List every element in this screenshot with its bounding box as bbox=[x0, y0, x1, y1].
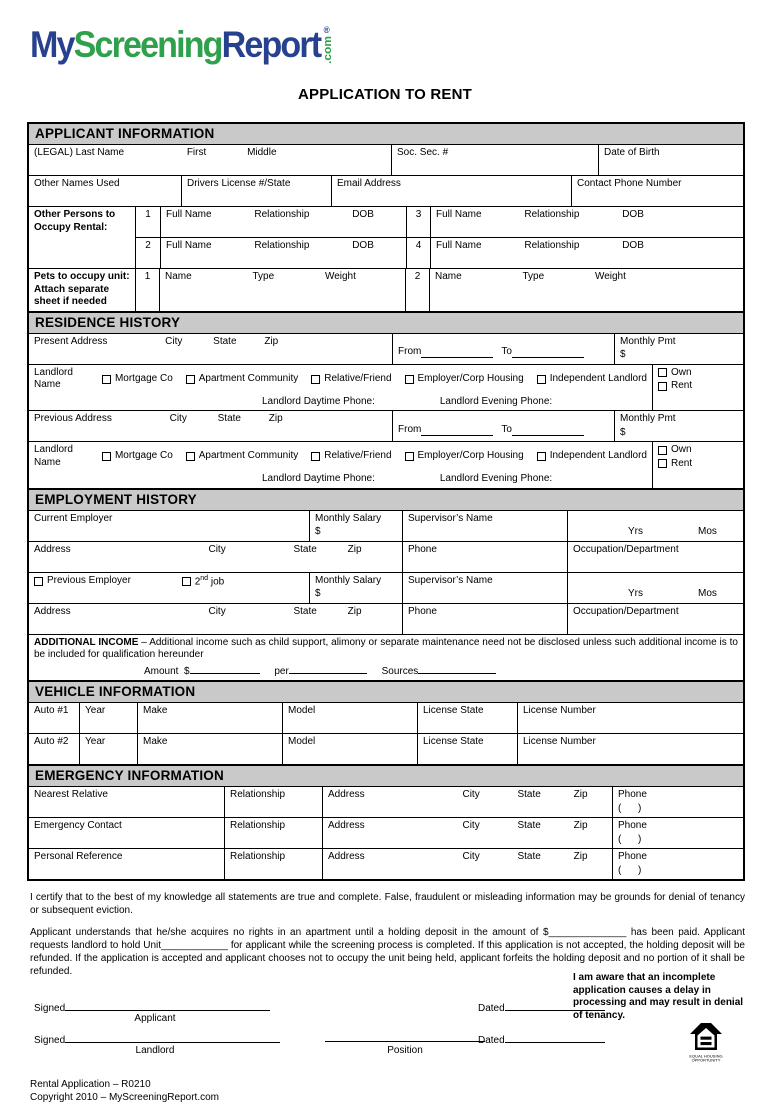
document-footer bbox=[30, 1078, 770, 1104]
other-names-label: Other Names Used bbox=[34, 178, 120, 190]
license-state-label: License State bbox=[423, 705, 484, 717]
dob-label: DOB bbox=[622, 240, 644, 252]
supervisor-name-label: Supervisor’s Name bbox=[408, 574, 493, 586]
phone-area-code-parens: ( ) bbox=[618, 802, 642, 814]
field-occupant-1[interactable] bbox=[160, 207, 406, 237]
dob-label: DOB bbox=[622, 209, 644, 221]
middle-name-label: Middle bbox=[247, 147, 277, 159]
relationship-label: Relationship bbox=[254, 209, 310, 221]
field-contact-address[interactable] bbox=[322, 818, 612, 848]
field-relative-phone[interactable] bbox=[612, 787, 743, 817]
auto2-label: Auto #2 bbox=[34, 736, 69, 748]
drivers-license-label: Drivers License #/State bbox=[187, 178, 291, 190]
checkbox-relative-friend[interactable] bbox=[311, 452, 320, 461]
checkbox-independent-landlord[interactable] bbox=[537, 452, 546, 461]
field-previous-employer-phone[interactable] bbox=[402, 604, 567, 634]
relationship-label: Relationship bbox=[230, 851, 286, 863]
to-label: To bbox=[501, 423, 512, 435]
checkbox-own[interactable] bbox=[658, 368, 667, 377]
field-supervisor-name[interactable] bbox=[402, 511, 567, 541]
pet-weight-label: Weight bbox=[594, 271, 626, 283]
phone-area-code-parens: ( ) bbox=[618, 864, 642, 876]
field-present-landlord[interactable] bbox=[29, 365, 652, 411]
field-residence-dates-previous[interactable] bbox=[392, 411, 614, 441]
field-relationship[interactable] bbox=[224, 818, 322, 848]
occupation-label: Occupation/Department bbox=[573, 605, 679, 617]
field-pet-2[interactable] bbox=[429, 269, 743, 311]
field-auto1-year[interactable] bbox=[79, 703, 137, 733]
position-caption: Position bbox=[387, 1045, 423, 1057]
year-label: Year bbox=[85, 736, 106, 748]
checkbox-previous-employer[interactable] bbox=[34, 577, 43, 586]
occupant-row-2-4 bbox=[136, 237, 743, 268]
field-previous-employer[interactable] bbox=[29, 573, 309, 603]
applicant-name-row bbox=[29, 145, 743, 175]
auto2-row bbox=[29, 733, 743, 764]
section-residence-history bbox=[29, 311, 743, 488]
footer-form-number: Rental Application – R0210 bbox=[30, 1079, 151, 1091]
apartment-community-label: Apartment Community bbox=[198, 372, 299, 384]
checkbox-mortgage-co[interactable] bbox=[102, 375, 111, 384]
field-own-rent[interactable] bbox=[652, 365, 743, 411]
signed-label: Signed bbox=[34, 1035, 66, 1047]
pet-type-label: Type bbox=[522, 271, 545, 283]
monthly-pmt-label: Monthly Pmt bbox=[620, 335, 676, 347]
state-label: State bbox=[293, 543, 317, 555]
applicant-date-line[interactable] bbox=[505, 1000, 605, 1011]
relationship-label: Relationship bbox=[230, 789, 286, 801]
checkbox-apartment-community[interactable] bbox=[186, 375, 195, 384]
nearest-relative-row bbox=[29, 787, 743, 817]
field-auto2-license-number[interactable] bbox=[517, 734, 743, 764]
landlord-name-label: Landlord Name bbox=[34, 366, 73, 391]
supervisor-name-label: Supervisor’s Name bbox=[408, 512, 493, 524]
company-logo bbox=[30, 26, 711, 64]
full-name-label: Full Name bbox=[436, 209, 482, 221]
previous-employer-address-row bbox=[29, 603, 743, 634]
position-line[interactable] bbox=[325, 1041, 485, 1042]
field-employer-address[interactable] bbox=[29, 542, 402, 572]
signature-area bbox=[30, 972, 745, 1074]
field-date-of-birth[interactable] bbox=[598, 145, 743, 175]
current-employer-row bbox=[29, 511, 743, 541]
field-contact-phone[interactable] bbox=[571, 176, 743, 206]
page-title: APPLICATION TO RENT bbox=[297, 86, 473, 104]
monthly-salary-label: Monthly Salary bbox=[315, 574, 382, 586]
model-label: Model bbox=[288, 736, 316, 748]
field-previous-employer-address[interactable] bbox=[29, 604, 402, 634]
section-emergency-information bbox=[29, 764, 743, 879]
field-occupation[interactable] bbox=[567, 542, 743, 572]
field-monthly-salary-previous[interactable] bbox=[309, 573, 402, 603]
field-occupant-4[interactable] bbox=[430, 238, 743, 268]
field-reference-address[interactable] bbox=[322, 849, 612, 879]
current-employer-address-row bbox=[29, 541, 743, 572]
own-label: Own bbox=[671, 366, 692, 378]
equal-housing-house-icon bbox=[690, 1022, 722, 1052]
landlord-evening-phone-label: Landlord Evening Phone: bbox=[439, 473, 553, 485]
second-job-label: 2nd job bbox=[194, 574, 225, 587]
field-monthly-pmt[interactable] bbox=[614, 334, 743, 364]
present-address-row bbox=[29, 334, 743, 364]
full-name-label: Full Name bbox=[166, 240, 212, 252]
occupant-number-3: 3 bbox=[406, 207, 430, 237]
previous-address-label: Previous Address bbox=[34, 413, 112, 425]
dob-label: Date of Birth bbox=[604, 147, 660, 159]
per-label: per bbox=[274, 665, 289, 677]
pet-weight-label: Weight bbox=[324, 271, 356, 283]
license-number-label: License Number bbox=[523, 705, 596, 717]
logo-my: My bbox=[30, 24, 74, 65]
field-relationship[interactable] bbox=[224, 849, 322, 879]
dob-label: DOB bbox=[352, 209, 374, 221]
field-supervisor-name-previous[interactable] bbox=[402, 573, 567, 603]
phone-label: Phone bbox=[618, 820, 647, 832]
checkbox-employer-corp-housing[interactable] bbox=[405, 452, 414, 461]
checkbox-independent-landlord[interactable] bbox=[537, 375, 546, 384]
first-name-label: First bbox=[186, 147, 207, 159]
rent-label: Rent bbox=[671, 380, 693, 392]
nearest-relative-label: Nearest Relative bbox=[34, 789, 108, 801]
field-auto2-make[interactable] bbox=[137, 734, 282, 764]
landlord-name-label: Landlord Name bbox=[34, 444, 73, 468]
field-drivers-license[interactable] bbox=[181, 176, 331, 206]
city-label: City bbox=[208, 605, 226, 617]
sources-blank[interactable] bbox=[418, 663, 496, 674]
checkbox-rent[interactable] bbox=[658, 459, 667, 468]
address-label: Address bbox=[328, 851, 365, 863]
pets-row bbox=[29, 268, 743, 311]
checkbox-own[interactable] bbox=[658, 446, 667, 455]
field-occupant-2[interactable] bbox=[160, 238, 406, 268]
field-how-long[interactable] bbox=[567, 511, 743, 541]
state-label: State bbox=[293, 605, 317, 617]
emergency-contact-row bbox=[29, 817, 743, 848]
additional-income-row bbox=[29, 634, 743, 681]
field-monthly-pmt-previous[interactable] bbox=[614, 411, 743, 441]
dated-label: Dated bbox=[478, 1003, 505, 1015]
dated-label: Dated bbox=[478, 1035, 505, 1047]
phone-label: Phone bbox=[408, 543, 437, 555]
holding-deposit-paragraph: Applicant understands that he/she acquires no rights in an apartment until a holding deposit in the amount of $______________ has been paid. Applicant requests landlord to hold Unit____________ for applicant while the screening process is completed. If this application is not accepted, the holding deposit will be refunded. If the application is accepted and applicant chooses not to occupy the unit being held, applicant forfeits the holding deposit and no portion of it shall be refunded. bbox=[30, 927, 745, 978]
field-pet-1[interactable] bbox=[159, 269, 405, 311]
auto1-label: Auto #1 bbox=[34, 705, 69, 717]
auto1-row bbox=[29, 703, 743, 733]
to-blank[interactable] bbox=[512, 347, 584, 358]
field-auto2-model[interactable] bbox=[282, 734, 417, 764]
monthly-pmt-label: Monthly Pmt bbox=[620, 413, 676, 425]
personal-reference-label: Personal Reference bbox=[34, 851, 123, 863]
field-emergency-contact[interactable] bbox=[29, 818, 224, 848]
field-previous-address[interactable] bbox=[29, 411, 392, 441]
address-label: Address bbox=[34, 543, 71, 555]
legal-text-block bbox=[30, 891, 745, 978]
field-current-employer[interactable] bbox=[29, 511, 309, 541]
from-label: From bbox=[398, 423, 422, 435]
state-label: State bbox=[517, 820, 541, 832]
section-header-residence: RESIDENCE HISTORY bbox=[29, 311, 743, 334]
landlord-evening-phone-label: Landlord Evening Phone: bbox=[439, 395, 553, 407]
make-label: Make bbox=[143, 736, 168, 748]
additional-income-text: – Additional income such as child support, alimony or separate maintenance need not be disclosed unless such additional income is to be included for qualification hereunder bbox=[34, 636, 738, 661]
independent-landlord-label: Independent Landlord bbox=[549, 450, 647, 462]
pet-type-label: Type bbox=[252, 271, 275, 283]
employer-corp-housing-label: Employer/Corp Housing bbox=[417, 450, 524, 462]
pet-name-label: Name bbox=[165, 271, 192, 283]
independent-landlord-label: Independent Landlord bbox=[549, 372, 647, 384]
from-blank[interactable] bbox=[421, 347, 493, 358]
address-label: Address bbox=[34, 605, 71, 617]
section-header-employment: EMPLOYMENT HISTORY bbox=[29, 488, 743, 511]
field-monthly-salary[interactable] bbox=[309, 511, 402, 541]
phone-area-code-parens: ( ) bbox=[618, 833, 642, 845]
field-relationship[interactable] bbox=[224, 787, 322, 817]
mortgage-co-label: Mortgage Co bbox=[114, 450, 173, 462]
occupant-row-1-3 bbox=[136, 207, 743, 237]
field-other-names[interactable] bbox=[29, 176, 181, 206]
landlord-daytime-phone-label: Landlord Daytime Phone: bbox=[262, 473, 375, 485]
mos-label: Mos bbox=[698, 588, 717, 600]
personal-reference-row bbox=[29, 848, 743, 879]
landlord-caption: Landlord bbox=[135, 1045, 175, 1057]
logo-screening: Screening bbox=[73, 24, 222, 65]
checkbox-mortgage-co[interactable] bbox=[102, 452, 111, 461]
landlord-daytime-phone-label: Landlord Daytime Phone: bbox=[262, 395, 375, 407]
license-state-label: License State bbox=[423, 736, 484, 748]
field-auto2-year[interactable] bbox=[79, 734, 137, 764]
relative-friend-label: Relative/Friend bbox=[324, 450, 392, 462]
rent-label: Rent bbox=[671, 457, 693, 469]
equal-housing-logo bbox=[685, 1022, 727, 1066]
section-vehicle-information bbox=[29, 680, 743, 764]
city-label: City bbox=[462, 851, 480, 863]
field-personal-reference[interactable] bbox=[29, 849, 224, 879]
dollar-sign: $ bbox=[620, 349, 626, 361]
pet-number-1: 1 bbox=[135, 269, 159, 311]
yrs-label: Yrs bbox=[628, 526, 643, 538]
dollar-sign: $ bbox=[315, 526, 321, 538]
field-own-rent-previous[interactable] bbox=[652, 442, 743, 488]
occupant-number-1: 1 bbox=[145, 209, 151, 221]
dollar-sign: $ bbox=[315, 588, 321, 600]
field-additional-income[interactable] bbox=[29, 635, 743, 681]
mortgage-co-label: Mortgage Co bbox=[114, 372, 173, 384]
field-relative-address[interactable] bbox=[322, 787, 612, 817]
field-present-address[interactable] bbox=[29, 334, 392, 364]
phone-label: Phone bbox=[618, 789, 647, 801]
occupation-label: Occupation/Department bbox=[573, 543, 679, 555]
phone-label: Phone bbox=[408, 605, 437, 617]
address-label: Address bbox=[328, 789, 365, 801]
from-label: From bbox=[398, 346, 422, 358]
relationship-label: Relationship bbox=[524, 240, 580, 252]
equal-housing-caption: EQUAL HOUSING OPPORTUNITY bbox=[689, 1054, 723, 1064]
field-contact-phone[interactable] bbox=[612, 818, 743, 848]
landlord-date-line[interactable] bbox=[505, 1032, 605, 1043]
zip-label: Zip bbox=[347, 605, 362, 617]
logo-report: Report bbox=[221, 24, 321, 65]
phone-label: Phone bbox=[618, 851, 647, 863]
full-name-label: Full Name bbox=[436, 240, 482, 252]
landlord-signature-line[interactable] bbox=[65, 1032, 280, 1043]
field-occupation-previous[interactable] bbox=[567, 604, 743, 634]
to-blank[interactable] bbox=[512, 425, 584, 436]
checkbox-rent[interactable] bbox=[658, 382, 667, 391]
state-label: State bbox=[213, 335, 237, 347]
amount-label: Amount $ bbox=[144, 665, 190, 677]
checkbox-relative-friend[interactable] bbox=[311, 375, 320, 384]
zip-label: Zip bbox=[347, 543, 362, 555]
employer-corp-housing-label: Employer/Corp Housing bbox=[417, 372, 524, 384]
ssn-label: Soc. Sec. # bbox=[397, 147, 449, 159]
incomplete-application-warning: I am aware that an incomplete application causes a delay in processing and may result in denial of tenancy. bbox=[573, 972, 744, 1021]
city-label: City bbox=[208, 543, 226, 555]
previous-landlord-row bbox=[29, 441, 743, 488]
yrs-label: Yrs bbox=[628, 588, 643, 600]
own-label: Own bbox=[671, 444, 692, 456]
zip-label: Zip bbox=[573, 789, 588, 801]
make-label: Make bbox=[143, 705, 168, 717]
year-label: Year bbox=[85, 705, 106, 717]
field-occupant-3[interactable] bbox=[430, 207, 743, 237]
footer-copyright: Copyright 2010 – MyScreeningReport.com bbox=[30, 1092, 219, 1104]
field-auto1-license-number[interactable] bbox=[517, 703, 743, 733]
current-employer-label: Current Employer bbox=[34, 512, 113, 524]
field-auto1-license-state[interactable] bbox=[417, 703, 517, 733]
per-blank[interactable] bbox=[289, 663, 367, 674]
previous-address-row bbox=[29, 410, 743, 441]
dollar-sign: $ bbox=[620, 426, 626, 438]
zip-label: Zip bbox=[264, 335, 279, 347]
relative-friend-label: Relative/Friend bbox=[324, 372, 392, 384]
field-previous-landlord[interactable] bbox=[29, 442, 652, 488]
logo-com: .com bbox=[320, 36, 334, 65]
monthly-salary-label: Monthly Salary bbox=[315, 512, 382, 524]
field-auto2-license-state[interactable] bbox=[417, 734, 517, 764]
sources-label: Sources bbox=[381, 665, 419, 677]
city-label: City bbox=[462, 789, 480, 801]
applicant-caption: Applicant bbox=[134, 1013, 176, 1025]
signed-label: Signed bbox=[34, 1003, 66, 1015]
section-applicant-information bbox=[29, 124, 743, 311]
license-number-label: License Number bbox=[523, 736, 596, 748]
zip-label: Zip bbox=[268, 413, 283, 425]
other-occupants-block bbox=[29, 206, 743, 268]
occupants-label: Other Persons to Occupy Rental: bbox=[34, 209, 116, 233]
model-label: Model bbox=[288, 705, 316, 717]
state-label: State bbox=[517, 851, 541, 863]
field-ssn[interactable] bbox=[391, 145, 598, 175]
field-auto1-model[interactable] bbox=[282, 703, 417, 733]
email-label: Email Address bbox=[337, 178, 401, 190]
zip-label: Zip bbox=[573, 820, 588, 832]
previous-employer-row bbox=[29, 572, 743, 603]
pets-label: Pets to occupy unit: Attach separate sheet if needed bbox=[34, 271, 130, 308]
section-header-vehicle: VEHICLE INFORMATION bbox=[29, 680, 743, 703]
full-name-label: Full Name bbox=[166, 209, 212, 221]
city-label: City bbox=[165, 335, 183, 347]
applicant-contact-row bbox=[29, 175, 743, 206]
checkbox-second-job[interactable] bbox=[182, 577, 191, 586]
contact-phone-label: Contact Phone Number bbox=[577, 178, 682, 190]
present-landlord-row bbox=[29, 364, 743, 411]
section-employment-history bbox=[29, 488, 743, 681]
present-address-label: Present Address bbox=[34, 335, 108, 347]
pet-number-2: 2 bbox=[405, 269, 429, 311]
registered-trademark-icon: ® bbox=[323, 25, 330, 35]
from-blank[interactable] bbox=[421, 425, 493, 436]
relationship-label: Relationship bbox=[254, 240, 310, 252]
to-label: To bbox=[501, 346, 512, 358]
mos-label: Mos bbox=[698, 526, 717, 538]
field-email[interactable] bbox=[331, 176, 571, 206]
occupant-number-4: 4 bbox=[406, 238, 430, 268]
state-label: State bbox=[217, 413, 241, 425]
application-form bbox=[27, 122, 745, 881]
additional-income-title: ADDITIONAL INCOME bbox=[34, 636, 139, 648]
field-auto1-make[interactable] bbox=[137, 703, 282, 733]
applicant-signature-line[interactable] bbox=[65, 1000, 270, 1011]
occupant-number-2: 2 bbox=[145, 240, 151, 252]
field-nearest-relative[interactable] bbox=[29, 787, 224, 817]
emergency-contact-label: Emergency Contact bbox=[34, 820, 122, 832]
logo-com-block bbox=[321, 26, 332, 64]
relationship-label: Relationship bbox=[524, 209, 580, 221]
field-how-long-previous[interactable] bbox=[567, 573, 743, 603]
amount-blank[interactable] bbox=[190, 663, 260, 674]
relationship-label: Relationship bbox=[230, 820, 286, 832]
legal-last-name-label: (LEGAL) Last Name bbox=[34, 147, 125, 159]
field-employer-phone[interactable] bbox=[402, 542, 567, 572]
previous-employer-label: Previous Employer bbox=[47, 575, 131, 587]
checkbox-employer-corp-housing[interactable] bbox=[405, 375, 414, 384]
field-reference-phone[interactable] bbox=[612, 849, 743, 879]
apartment-community-label: Apartment Community bbox=[198, 450, 299, 462]
certify-paragraph: I certify that to the best of my knowledge all statements are true and complete. False, fraudulent or misleading information may be grounds for denial of tenancy or subsequent eviction. bbox=[30, 892, 745, 917]
pet-name-label: Name bbox=[435, 271, 462, 283]
zip-label: Zip bbox=[573, 851, 588, 863]
field-legal-name[interactable] bbox=[29, 145, 391, 175]
section-header-applicant: APPLICANT INFORMATION bbox=[29, 124, 743, 145]
city-label: City bbox=[462, 820, 480, 832]
state-label: State bbox=[517, 789, 541, 801]
section-header-emergency: EMERGENCY INFORMATION bbox=[29, 764, 743, 787]
city-label: City bbox=[169, 413, 187, 425]
field-residence-dates[interactable] bbox=[392, 334, 614, 364]
checkbox-apartment-community[interactable] bbox=[186, 452, 195, 461]
address-label: Address bbox=[328, 820, 365, 832]
dob-label: DOB bbox=[352, 240, 374, 252]
